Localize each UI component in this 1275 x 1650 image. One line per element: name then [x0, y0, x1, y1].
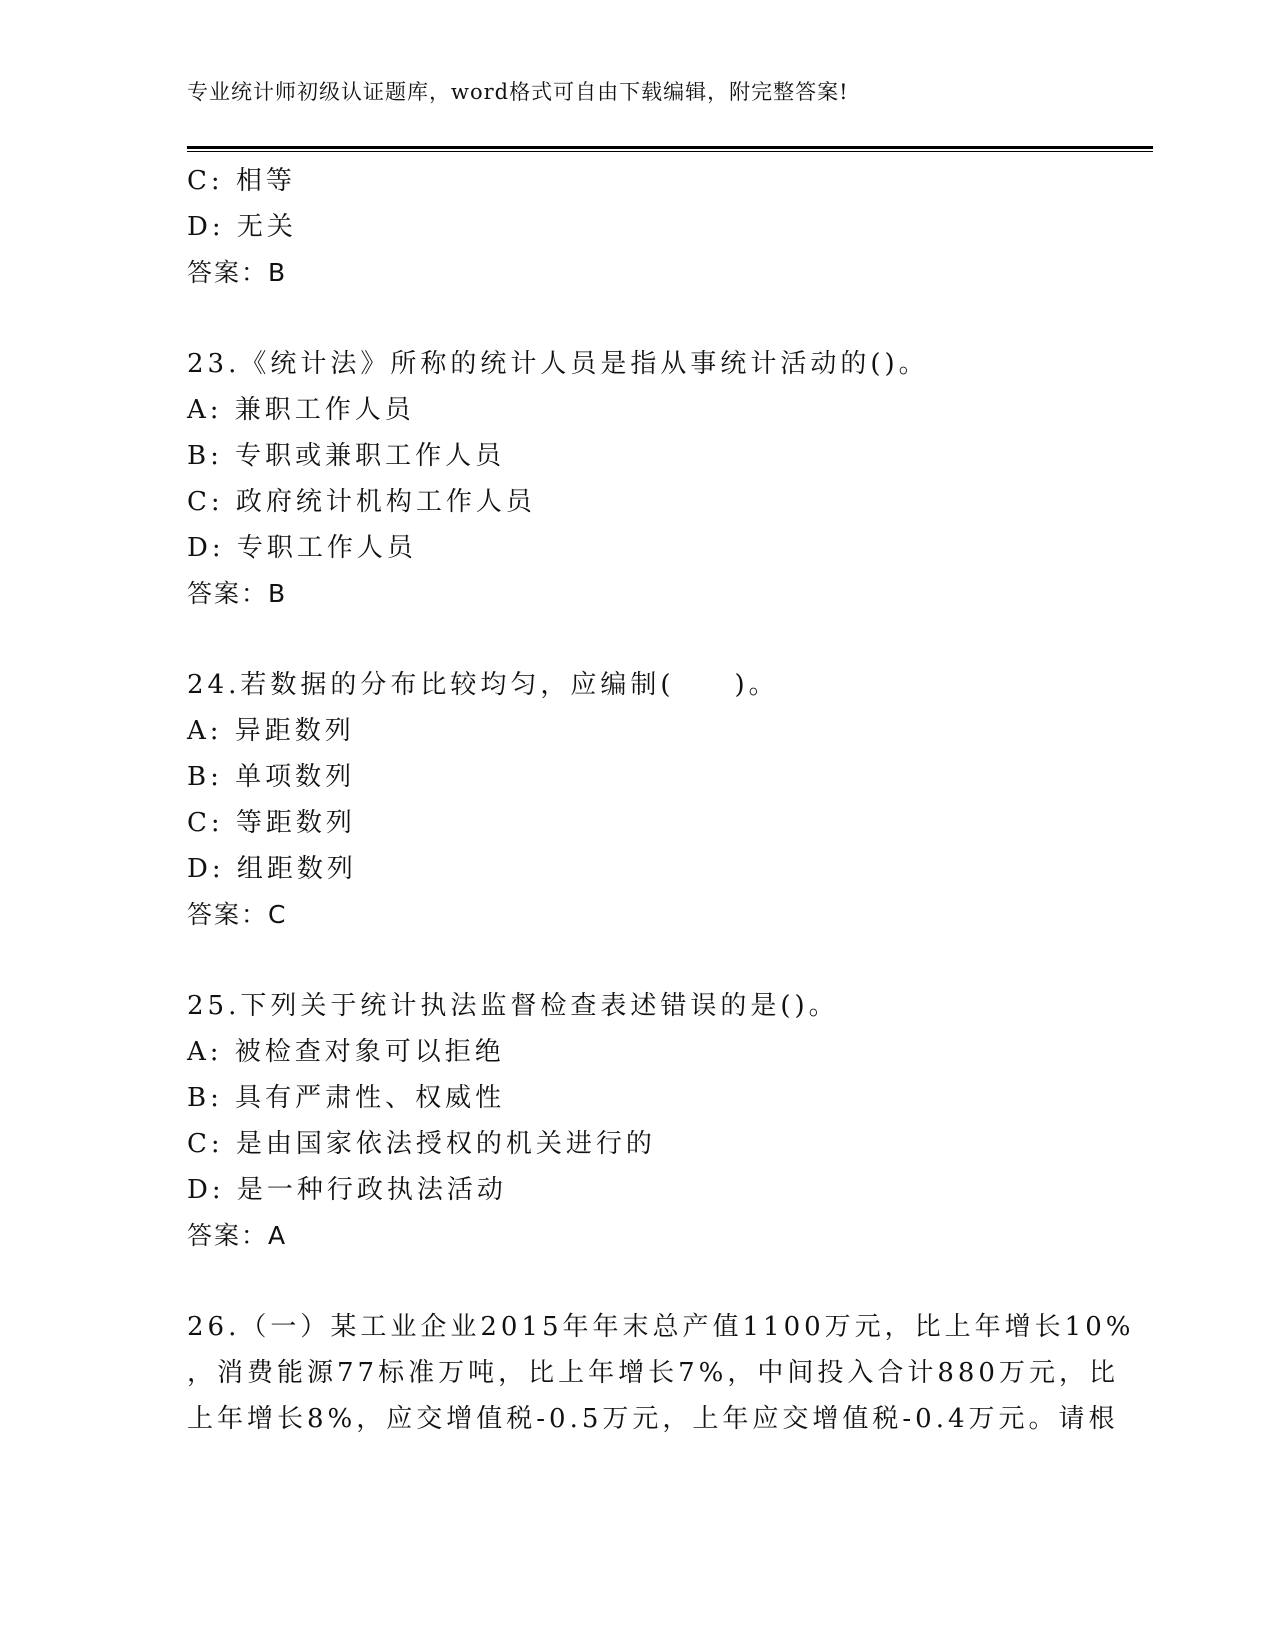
option-b: B: 单项数列: [187, 762, 356, 792]
answer-line: 答案：A: [187, 1221, 288, 1250]
option-a: A: 被检查对象可以拒绝: [187, 1037, 505, 1067]
option-d: D: 组距数列: [187, 854, 357, 884]
question-23: 23.《统计法》所称的统计人员是指从事统计活动的()。: [187, 349, 929, 379]
option-c: C: 等距数列: [187, 808, 356, 838]
option-c: C: 是由国家依法授权的机关进行的: [187, 1129, 656, 1159]
question-24: 24.若数据的分布比较均匀，应编制( )。: [187, 670, 779, 700]
question-26-line: 上年增长8%，应交增值税-0.5万元，上年应交增值税-0.4万元。请根: [187, 1404, 1119, 1434]
header-rule-thin: [187, 151, 1153, 152]
answer-line: 答案：B: [187, 579, 288, 608]
question-26-line: ，消费能源77标准万吨，比上年增长7%，中间投入合计880万元，比: [187, 1358, 1119, 1388]
question-26-line: 26.（一）某工业企业2015年年末总产值1100万元，比上年增长10%: [187, 1312, 1135, 1342]
page-header: 专业统计师初级认证题库，word格式可自由下载编辑，附完整答案!: [187, 80, 849, 104]
answer-line: 答案：B: [187, 258, 288, 287]
header-rule-thick: [187, 146, 1153, 149]
option-a: A: 异距数列: [187, 716, 355, 746]
option-b: B: 专职或兼职工作人员: [187, 441, 506, 471]
question-26: [187, 1304, 1135, 1442]
option-c: C: 政府统计机构工作人员: [187, 487, 536, 517]
answer-line: 答案：C: [187, 900, 288, 929]
option-a: A: 兼职工作人员: [187, 395, 415, 425]
option-d: D: 专职工作人员: [187, 533, 417, 563]
option-c: C: 相等: [187, 166, 296, 196]
option-d: D: 无关: [187, 212, 297, 242]
question-content: [187, 158, 1135, 1442]
question-25: 25.下列关于统计执法监督检查表述错误的是()。: [187, 991, 839, 1021]
option-b: B: 具有严肃性、权威性: [187, 1083, 506, 1113]
option-d: D: 是一种行政执法活动: [187, 1175, 507, 1205]
